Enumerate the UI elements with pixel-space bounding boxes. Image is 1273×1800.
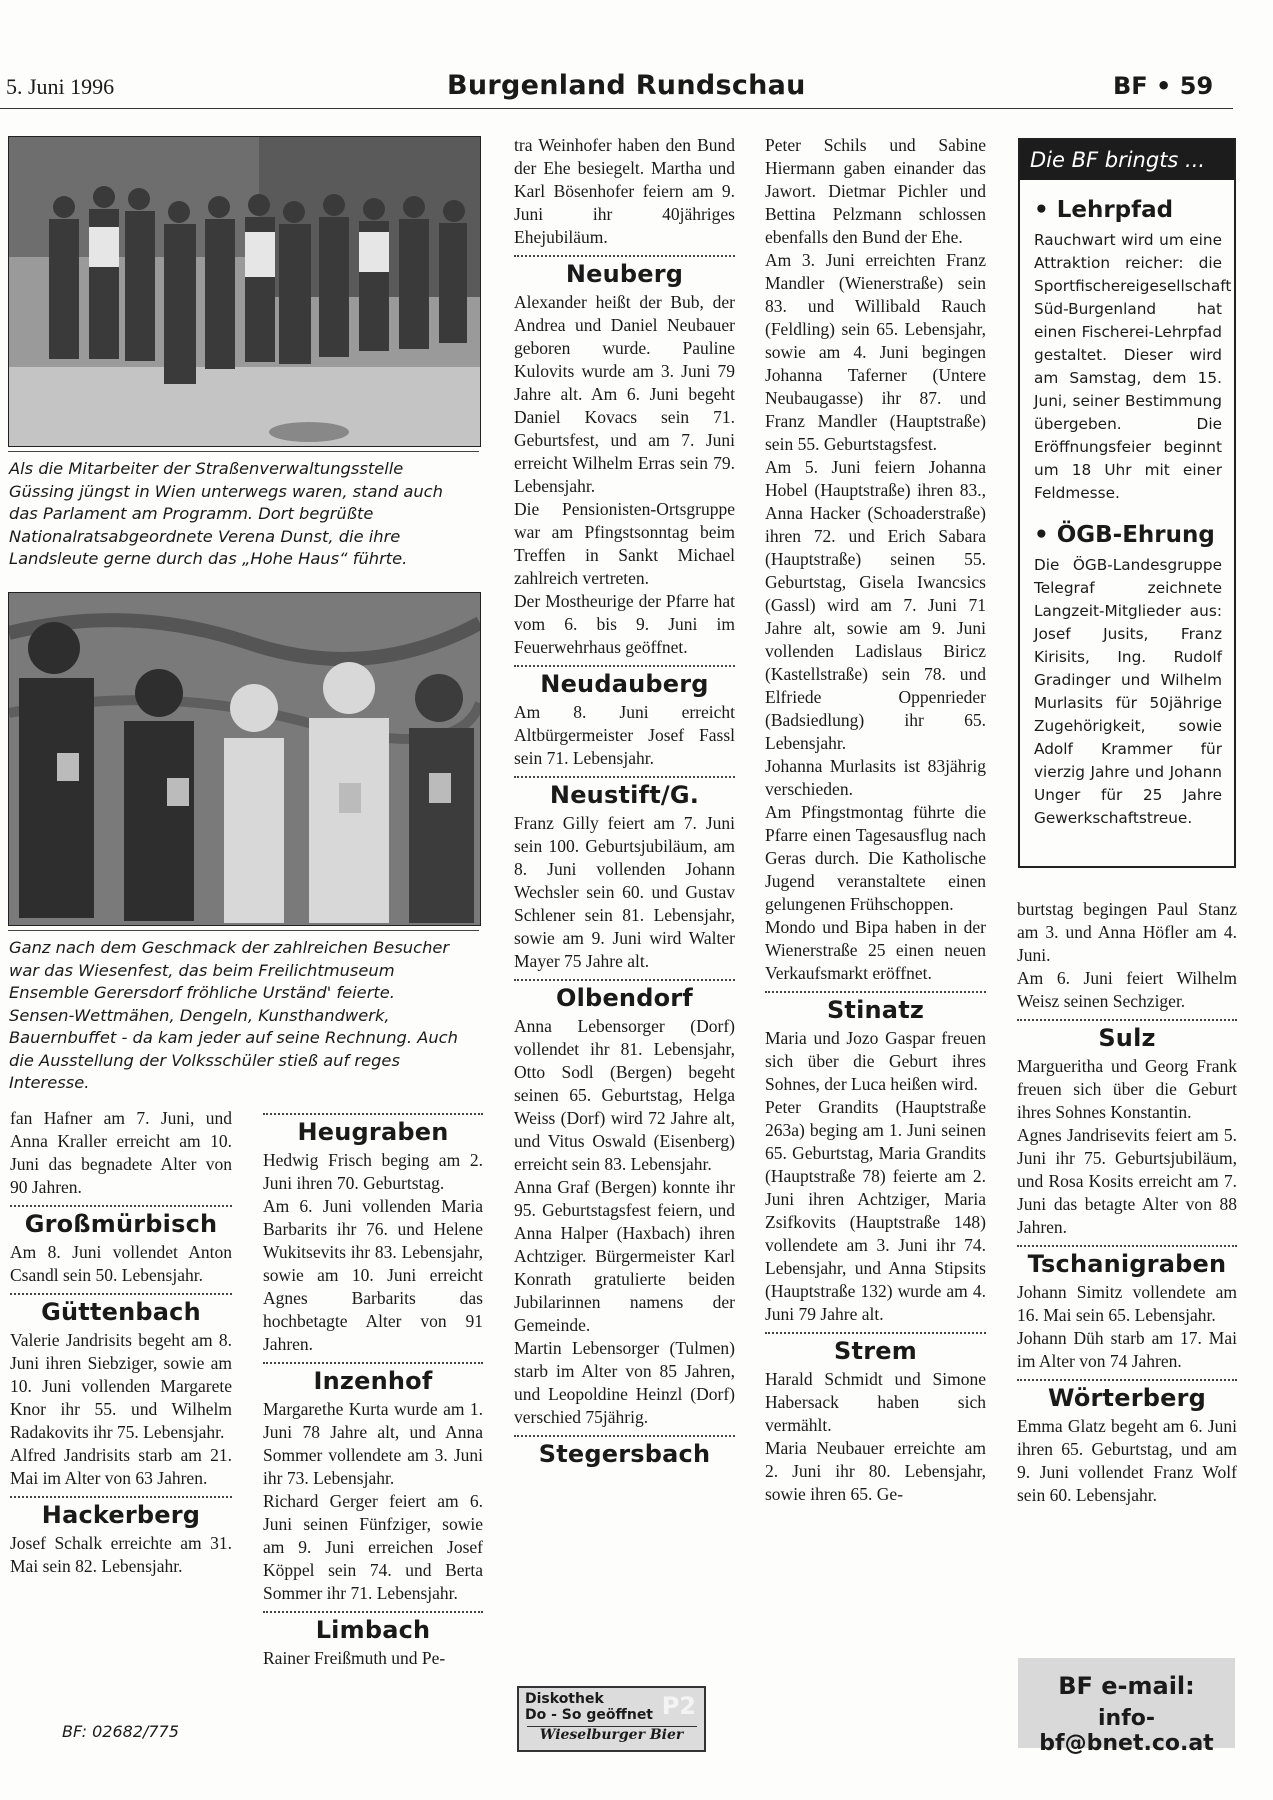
text-grossmuerbisch: Am 8. Juni vollendet Anton Csandl sein 50. Lebensjahr. bbox=[10, 1242, 232, 1285]
heading-guettenbach: Güttenbach bbox=[41, 1298, 201, 1326]
separator bbox=[514, 776, 735, 778]
text-hackerberg: Josef Schalk erreichte am 31. Mai sein 82. Lebensjahr. bbox=[10, 1533, 232, 1576]
text-olbendorf-3: Martin Lebensorger (Tulmen) starb im Alter von 85 Jahren, und Leopoldine Heinzl (Dorf) verschied 75jährig. bbox=[514, 1338, 735, 1427]
separator bbox=[514, 665, 735, 667]
text-tschanigraben-1: Johann Simitz vollendete am 16. Mai sein 65. Lebensjahr. bbox=[1017, 1282, 1237, 1325]
col4-intro-2: Am 3. Juni erreichten Franz Mandler (Wienerstraße) sein 83. und Willibald Rauch (Feldling) sein 65. Lebensjahr, sowie am 4. Juni begingen Johanna Taferner (Untere Neubaugasse) ihr 87. und Franz Mandler (Hauptstraße) sein 55. Geburtstagsfest. bbox=[765, 250, 986, 454]
separator bbox=[514, 1435, 735, 1437]
children-photo bbox=[8, 592, 481, 926]
heading-heugraben: Heugraben bbox=[297, 1118, 449, 1146]
separator bbox=[765, 991, 986, 993]
email-label: BF e-mail: bbox=[1058, 1672, 1195, 1700]
newspaper-title: Burgenland Rundschau bbox=[447, 70, 806, 101]
box-text-lehrpfad: Rauchwart wird um eine Attraktion reicher: die Sportfischereigesellschaft Süd-Burgenland hat einen Fischerei-Lehrpfad gestaltet. Dieser wird am Samstag, dem 15. Juni, seiner Bestimmung übergeben. Die Eröffnungsfeier beginnt um 18 Uhr mit einer Feldmesse. bbox=[1034, 231, 1232, 502]
separator bbox=[10, 1496, 232, 1498]
bf-bringts-box bbox=[1018, 138, 1236, 868]
ad-sponsor: Wieselburger Bier bbox=[527, 1726, 697, 1743]
heading-stinatz: Stinatz bbox=[826, 996, 925, 1024]
header-rule bbox=[0, 108, 1233, 109]
text-neuberg-1: Alexander heißt der Bub, der Andrea und Daniel Neubauer geboren wurde. Pauline Kulovits wurde am 3. Juni 79 Jahre alt. Am 6. Juni begeht Daniel Kovacs sein 71. Geburtsfest, und am 7. Juni erreicht Wilhelm Erras sein 79. Lebensjahr. bbox=[514, 292, 735, 496]
separator bbox=[1017, 1379, 1237, 1381]
text-inzenhof-1: Margarethe Kurta wurde am 1. Juni 78 Jahre alt, und Anna Sommer vollendete am 3. Juni ihr 73. Lebensjahr. bbox=[263, 1399, 483, 1488]
diskothek-ad bbox=[517, 1686, 706, 1752]
separator bbox=[765, 1332, 986, 1334]
separator bbox=[263, 1362, 483, 1364]
separator bbox=[514, 979, 735, 981]
text-inzenhof-2: Richard Gerger feiert am 6. Juni seinen Fünfziger, sowie am 9. Juni erreichen Josef Köppel sein 74. und Berta Sommer ihr 71. Lebensjahr. bbox=[263, 1491, 483, 1603]
col4-intro-3: Am 5. Juni feiern Johanna Hobel (Hauptstraße) ihren 83., Anna Hacker (Schoaderstraße) ihren 72. und Erich Sabara (Hauptstraße) seinen 55. Geburtstag, Gisela Iwancsics (Gassl) wird am 7. Juni 71 Jahre alt, sowie am 9. Juni vollenden Ladislaus Biricz (Kastellstraße) sein 78. und Elfriede Oppenrieder (Badsiedlung) ihr 65. Lebensjahr. bbox=[765, 457, 986, 753]
col4-intro-6: Mondo und Bipa haben in der Wienerstraße 25 einen neuen Verkaufsmarkt eröffnet. bbox=[765, 917, 986, 983]
column-2 bbox=[263, 1107, 483, 1670]
caption-rule bbox=[8, 451, 479, 452]
text-sulz-2: Agnes Jandrisevits feiert am 5. Juni ihr 75. Geburtsjubiläum, und Rosa Kosits erreicht am 7. Juni das betagte Alter von 88 Jahren. bbox=[1017, 1125, 1237, 1237]
col4-intro-5: Am Pfingstmontag führte die Pfarre einen Tagesausflug nach Geras durch. Die Katholische Jugend veranstaltete einen gelungenen Frühschoppen. bbox=[765, 802, 986, 914]
text-heugraben-2: Am 6. Juni vollenden Maria Barbarits ihr 76. und Helene Wukitsevits ihr 83. Lebensjahr, sowie am 10. Juni erreicht Agnes Barbarits das hochbetagte Alter von 91 Jahren. bbox=[263, 1196, 483, 1354]
heading-stegersbach: Stegersbach bbox=[538, 1440, 711, 1468]
text-neustift: Franz Gilly feiert am 7. Juni sein 100. Geburtsjubiläum, am 8. Juni vollenden Johann Wechsler sein 60. und Gustav Schlener sein 81. Lebensjahr, sowie am 9. Juni wird Walter Mayer 75 Jahre alt. bbox=[514, 813, 735, 971]
text-guettenbach-1: Valerie Jandrisits begeht am 8. Juni ihren Siebziger, sowie am 10. Juni vollenden Margarete Knor ihr 55. und Wilhelm Radakovits ihr 75. Lebensjahr. bbox=[10, 1330, 232, 1442]
text-stinatz-2: Peter Grandits (Hauptstraße 263a) beging am 1. Juni seinen 65. Geburtstag, Maria Grandits (Hauptstraße 78) feierte am 2. Juni ihren Achtziger, Maria Zsifkovits (Hauptstraße 148) vollendete am 3. Juni ihr 74. Lebensjahr, und Anna Stipsits (Hauptstraße 132) wurde am 4. Juni 79 Jahre alt. bbox=[765, 1097, 986, 1324]
heading-olbendorf: Olbendorf bbox=[556, 984, 693, 1012]
email-box bbox=[1018, 1658, 1235, 1756]
box-text-oegb: Die ÖGB-Landesgruppe Telegraf zeichnete Langzeit-Mitglieder aus: Josef Jusits, Franz Kirisits, Ing. Rudolf Gradinger und Wilhelm Murlasits für 50jährige Zugehörigkeit, sowie Adolf Krammer für vierzig Jahre und Johann Unger für 25 Jahre Gewerkschaftstreue. bbox=[1034, 556, 1222, 827]
heading-neustift: Neustift/G. bbox=[549, 781, 700, 809]
text-stinatz-1: Maria und Jozo Gaspar freuen sich über die Geburt ihres Sohnes, der Luca heißen wird. bbox=[765, 1028, 986, 1094]
text-tschanigraben-2: Johann Düh starb am 17. Mai im Alter von 74 Jahren. bbox=[1017, 1328, 1237, 1371]
separator bbox=[263, 1113, 483, 1115]
photo-caption-wiesenfest: Ganz nach dem Geschmack der zahlreichen Besucher war das Wiesenfest, das beim Freilichtmuseum Ensemble Gerersdorf fröhliche Urständ' feierte. Sensen-Wettmähen, Dengeln, Kunsthandwerk, Bauernbuffet - da kam jeder auf seine Rechnung. Auch die Ausstellung der Volksschüler stieß auf reges Interesse. bbox=[9, 938, 458, 1092]
text-heugraben-1: Hedwig Frisch beging am 2. Juni ihren 70. Geburtstag. bbox=[263, 1150, 483, 1193]
col5-intro-2: Am 6. Juni feiert Wilhelm Weisz seinen Sechziger. bbox=[1017, 968, 1237, 1011]
heading-tschanigraben: Tschanigraben bbox=[1027, 1250, 1227, 1278]
separator bbox=[1017, 1019, 1237, 1021]
separator bbox=[10, 1293, 232, 1295]
heading-hackerberg: Hackerberg bbox=[41, 1501, 201, 1529]
heading-sulz: Sulz bbox=[1098, 1024, 1156, 1052]
text-limbach: Rainer Freißmuth und Pe- bbox=[263, 1648, 446, 1668]
column-5 bbox=[1017, 898, 1237, 1507]
col1-intro: fan Hafner am 7. Juni, und Anna Kraller erreicht am 10. Juni das begnadete Alter von 90 Jahren. bbox=[10, 1108, 232, 1197]
col3-intro: tra Weinhofer haben den Bund der Ehe besiegelt. Martha und Karl Bösenhofer feiern am 9. Juni ihr 40jähriges Ehejubiläum. bbox=[514, 135, 735, 247]
children-photo-illustration bbox=[9, 593, 480, 925]
header-date: 5. Juni 1996 bbox=[6, 74, 115, 99]
page-number: BF • 59 bbox=[1113, 72, 1214, 100]
heading-inzenhof: Inzenhof bbox=[313, 1367, 433, 1395]
column-1 bbox=[10, 1107, 232, 1578]
column-4 bbox=[765, 134, 986, 1506]
separator bbox=[263, 1611, 483, 1613]
column-3 bbox=[514, 134, 735, 1471]
text-woerterberg: Emma Glatz begeht am 6. Juni ihren 65. Geburtstag, und am 9. Juni vollendet Franz Wolf sein 60. Lebensjahr. bbox=[1017, 1416, 1237, 1505]
ad-line-1: Diskothek bbox=[525, 1691, 604, 1707]
heading-woerterberg: Wörterberg bbox=[1048, 1384, 1206, 1412]
photo-caption-parliament: Als die Mitarbeiter der Straßenverwaltungsstelle Güssing jüngst in Wien unterwegs waren, stand auch das Parlament am Programm. Dort begrüßte Nationalratsabgeordnete Verena Dunst, die ihre Landsleute gerne durch das „Hohe Haus“ führte. bbox=[9, 459, 443, 568]
text-sulz-1: Margueritha und Georg Frank freuen sich über die Geburt ihres Sohnes Konstantin. bbox=[1017, 1056, 1237, 1122]
col4-intro-1: Peter Schils und Sabine Hiermann gaben einander das Jawort. Dietmar Pichler und Bettina Pelzmann schlossen ebenfalls den Bund der Ehe. bbox=[765, 135, 986, 247]
separator bbox=[10, 1205, 232, 1207]
text-neuberg-2: Die Pensionisten-Ortsgruppe war am Pfingstsonntag beim Treffen in Sankt Michael zahlreich vertreten. bbox=[514, 499, 735, 588]
heading-strem: Strem bbox=[834, 1337, 917, 1365]
text-neudauberg: Am 8. Juni erreicht Altbürgermeister Josef Fassl sein 71. Lebensjahr. bbox=[514, 702, 735, 768]
text-olbendorf-1: Anna Lebensorger (Dorf) vollendet ihr 81. Lebensjahr, Otto Sodl (Bergen) begeht seinen 65. Geburtstag, Helga Weiss (Dorf) wird 72 Jahre alt, und Vitus Oswald (Eisenberg) erreicht sein 83. Lebensjahr. bbox=[514, 1016, 735, 1174]
heading-neuberg: Neuberg bbox=[565, 260, 684, 288]
box-title: Die BF bringts ... bbox=[1020, 140, 1234, 180]
ad-line-2: Do - So geöffnet bbox=[525, 1707, 654, 1723]
separator bbox=[1017, 1245, 1237, 1247]
box-heading-oegb: • ÖGB-Ehrung bbox=[1034, 522, 1215, 548]
heading-limbach: Limbach bbox=[315, 1616, 431, 1644]
heading-neudauberg: Neudauberg bbox=[540, 670, 709, 698]
ad-badge: P2 bbox=[661, 1692, 696, 1720]
text-strem-1: Harald Schmidt und Simone Habersack haben sich vermählt. bbox=[765, 1369, 986, 1435]
heading-grossmuerbisch: Großmürbisch bbox=[24, 1210, 218, 1238]
text-olbendorf-2: Anna Graf (Bergen) konnte ihr 95. Geburtstagsfest feiern, und Anna Halper (Haxbach) ihren Achtziger. Bürgermeister Karl Konrath gratulierte beiden Jubilarinnen namens der Gemeinde. bbox=[514, 1177, 735, 1335]
caption-rule bbox=[8, 930, 479, 931]
group-photo-illustration bbox=[9, 137, 480, 446]
col5-intro-1: burtstag begingen Paul Stanz am 3. und Anna Höfler am 4. Juni. bbox=[1017, 899, 1237, 965]
box-heading-lehrpfad: • Lehrpfad bbox=[1034, 197, 1174, 223]
text-neuberg-3: Der Mostheurige der Pfarre hat vom 6. bis 9. Juni im Feuerwehrhaus geöffnet. bbox=[514, 591, 735, 657]
email-address[interactable]: info-bf@bnet.co.at bbox=[1039, 1706, 1214, 1756]
col4-intro-4: Johanna Murlasits ist 83jährig verschieden. bbox=[765, 756, 986, 799]
text-strem-2: Maria Neubauer erreichte am 2. Juni ihr 80. Lebensjahr, sowie ihren 65. Ge- bbox=[765, 1438, 986, 1504]
group-photo bbox=[8, 136, 481, 447]
phone-number: BF: 02682/775 bbox=[62, 1722, 179, 1741]
separator bbox=[514, 255, 735, 257]
text-guettenbach-2: Alfred Jandrisits starb am 21. Mai im Alter von 63 Jahren. bbox=[10, 1445, 232, 1488]
